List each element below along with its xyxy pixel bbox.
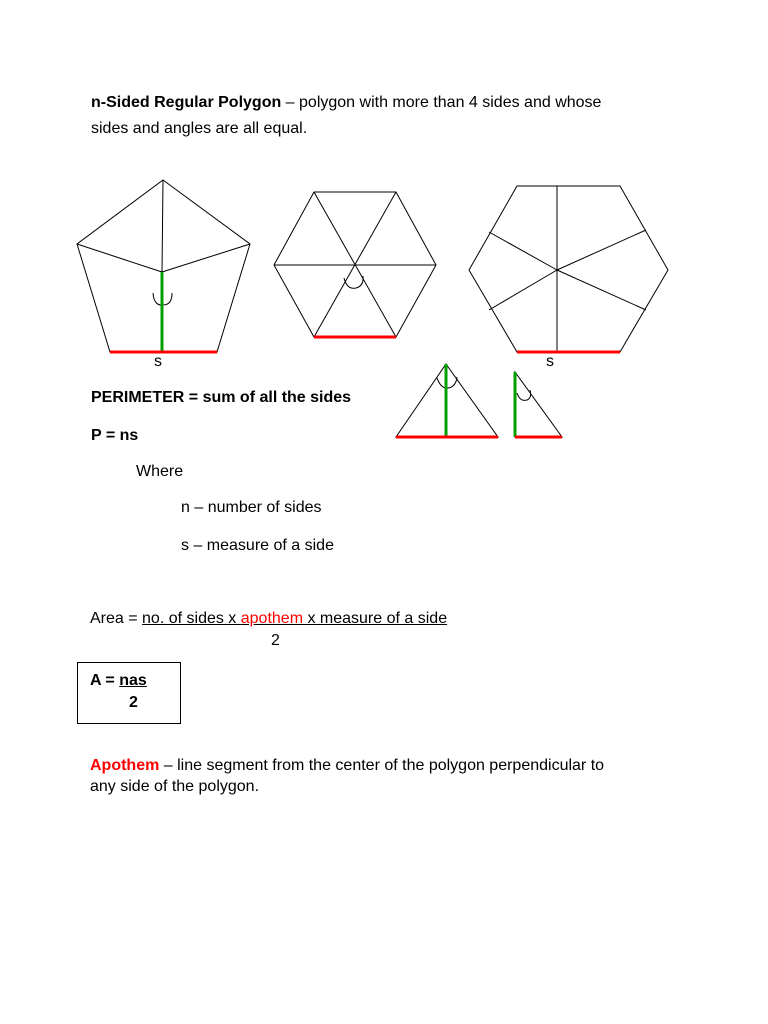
- definition-text: polygon with more than 4 sides and whose: [299, 94, 602, 111]
- definition-dash: –: [281, 94, 300, 111]
- hexagon-triangulated-figure: [274, 192, 436, 337]
- area-formula-lhs: A =: [90, 672, 120, 689]
- area-numerator-a: no. of sides x: [142, 610, 241, 627]
- polygon-figures: [0, 0, 768, 480]
- pentagon-side-label: s: [154, 353, 162, 370]
- hexagon-spoked-figure: [469, 186, 668, 352]
- area-formula-numerator: nas: [119, 672, 147, 689]
- area-apothem-word: apothem: [240, 610, 304, 627]
- hexagon-spoke: [557, 230, 646, 270]
- hexagon-side-label: s: [546, 353, 554, 370]
- perimeter-formula: P = ns: [91, 427, 139, 444]
- area-formula-line: [90, 672, 147, 690]
- area-formula-denominator: 2: [129, 694, 138, 711]
- area-numerator-b: x measure of a side: [303, 610, 448, 627]
- apothem-term: Apothem: [90, 757, 160, 774]
- definition-term: n-Sided Regular Polygon: [91, 94, 282, 111]
- perimeter-heading: PERIMETER = sum of all the sides: [91, 389, 352, 406]
- hexagon-spoke: [557, 270, 646, 310]
- area-numerator: [142, 610, 447, 627]
- apothem-definition-line-2: any side of the polygon.: [90, 778, 260, 795]
- apothem-definition-line-1: [90, 757, 604, 775]
- apothem-dash: –: [159, 757, 178, 774]
- area-formula-text: [90, 610, 447, 628]
- hexagon-spoke: [489, 232, 557, 270]
- pentagon-spoke: [77, 244, 162, 272]
- hexagon-angle-arc: [344, 276, 363, 288]
- triangle-outline: [515, 372, 562, 437]
- hexagon-outline: [469, 186, 668, 352]
- where-label: Where: [136, 463, 184, 480]
- s-definition: s – measure of a side: [181, 537, 334, 554]
- hexagon-spoke: [489, 270, 557, 310]
- n-definition: n – number of sides: [181, 499, 322, 516]
- apothem-text: line segment from the center of the polygon perpendicular to: [177, 757, 605, 774]
- pentagon-spoke: [162, 244, 250, 272]
- area-prefix: Area =: [90, 610, 143, 627]
- definition-line-2: sides and angles are all equal.: [91, 120, 308, 137]
- pentagon-spoke: [162, 180, 163, 272]
- area-denominator: 2: [271, 632, 280, 649]
- right-triangle-figure: [515, 372, 562, 437]
